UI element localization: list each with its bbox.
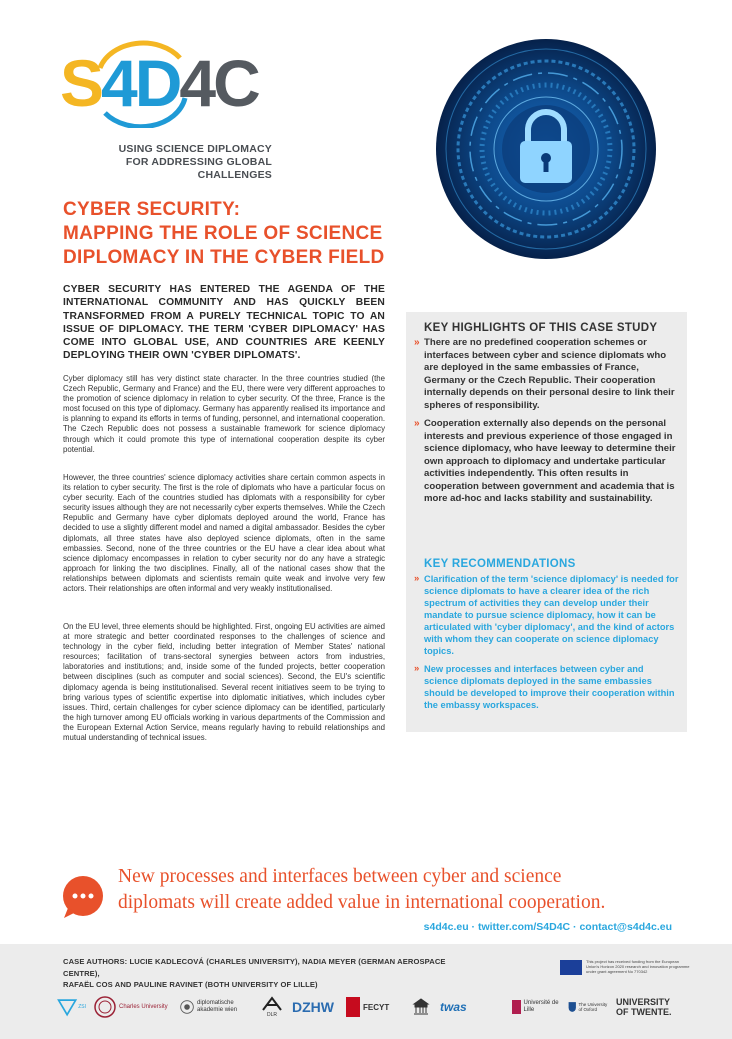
list-item (414, 573, 679, 657)
highlight-text: There are no predefined cooperation schemes or interfaces between cyber and science diplomats who are deployed in the same embassies of France, Germany or the Czech Republic. Their cooperation internally depends on their personal desire to link their spheres of responsibility. (424, 337, 675, 411)
partner-logo-twas (440, 993, 502, 1021)
footer (0, 944, 732, 1039)
key-findings-box (406, 312, 687, 732)
partner-logos (56, 993, 676, 1023)
spain-flag-icon (346, 997, 360, 1017)
list-item (414, 663, 679, 711)
chevron-right-icon: » (414, 573, 420, 584)
partner-name: DLR (266, 1011, 277, 1018)
partner-name: Université de Lille (523, 1000, 559, 1013)
partner-name: DZHW (292, 999, 334, 1015)
body-paragraph: On the EU level, three elements should be highlighted. First, ongoing EU activities are aimed at more strategic and better coordinated responses to the challenges of science and technology in the cyber field, including better integration of Member States' national resources; facilitation of trans-sectoral synergies between actors from industries, laboratories and institutions; and, inside some of the funded projects, better cooperation between disciplines (such as computer and social sciences). Second, the EU's scientific diplomacy agenda is being institutionalised. Several recent initiatives seem to be trying to bring various types of scientific expertise into diplomatic initiatives, which includes cyber issues. Third, certain challenges for cyber science diplomacy can be identified, particularly the high turnover among EU officials working in various departments of the Commission and the European External Action Service, means regularly having to rebuild relationships and mutual understanding of technical issues. (63, 622, 385, 743)
lille-logo-icon (512, 1000, 521, 1014)
tagline-line: FOR ADDRESSING GLOBAL CHALLENGES (125, 156, 272, 181)
partner-logo-oxford (568, 993, 608, 1021)
tagline-line: USING SCIENCE DIPLOMACY (118, 143, 272, 155)
oxford-crest-icon (568, 998, 577, 1016)
partner-logo-charles (94, 993, 174, 1021)
partner-logo-unesco (412, 993, 434, 1021)
logo-letter: S (60, 46, 102, 120)
list-item (414, 418, 679, 506)
chevron-right-icon: » (414, 663, 420, 674)
intro-paragraph: CYBER SECURITY HAS ENTERED THE AGENDA OF THE INTERNATIONAL COMMUNITY AND HAS QUICKLY BEEN TRANSFORMED FROM A PURELY TECHNICAL TOPIC TO AN ISSUE OF DIPLOMACY. THE TERM 'CYBER DIPLOMACY' HAS COME INTO GLOBAL USE, AND COUNTRIES ARE KEENLY DEPLOYING THEIR OWN 'CYBER DIPLOMATS'. (63, 284, 385, 362)
contact-links[interactable]: s4d4c.eu · twitter.com/S4D4C · contact@s4d4c.eu (423, 921, 672, 933)
partner-name: twas (440, 999, 467, 1014)
eu-funding-notice (560, 958, 690, 982)
body-paragraph: Cyber diplomacy still has very distinct state character. In the three countries studied (the Czech Republic, Germany and France) and the EU, there were very different approaches to the promotion of science diplomacy in relation to cyber security. Of the three, France is the most focused on this type of diplomacy. Germany has apparently realised its importance and is planning to expand its efforts in terms of funding, personnel, and international cooperation. The Czech Republic does not possess a sustainable framework for science diplomacy through which it could promote this type of international cooperation despite its cyber potential. (63, 374, 385, 454)
partner-logo-akademie (180, 993, 252, 1021)
akademie-seal-icon (180, 997, 194, 1017)
authors-line: CASE AUTHORS: LUCIE KADLECOVÁ (CHARLES UNIVERSITY), NADIA MEYER (GERMAN AEROSPACE CENTRE), (63, 957, 446, 978)
partner-logo-dzhw (292, 993, 340, 1021)
authors-line: RAFAËL COS AND PAULINE RAVINET (BOTH UNIVERSITY OF LILLE) (63, 980, 318, 989)
logo-letter: C (213, 46, 258, 120)
logo-letter: 4 (101, 46, 135, 120)
partner-logo-twente (616, 993, 676, 1021)
partner-logo-dlr (258, 993, 286, 1021)
partner-logo-fecyt (346, 993, 404, 1021)
partner-logo-lille (512, 993, 564, 1021)
cyber-security-image (420, 38, 672, 260)
s4d4c-logo (60, 42, 275, 122)
partner-logo-zsi (56, 993, 86, 1021)
recommendations-list (414, 573, 679, 717)
highlights-list (414, 337, 679, 512)
partner-name: FECYT (363, 1002, 390, 1012)
partner-name: diplomatische akademie wien (197, 1000, 238, 1013)
eu-flag-icon (560, 960, 582, 975)
partner-name: ZSI (78, 1003, 86, 1010)
logo-wordmark (60, 48, 258, 118)
body-paragraph: However, the three countries' science diplomacy activities share certain common aspects in its relation to cyber security. The first is the role of diplomats who have a particular focus on cyber security. Each of the countries studied has diplomats with a responsibility for cyber security issues although they are not necessarily cyber experts themselves. While the Czech Republic and Germany have cyber diplomats deployed around the world, France has decided to use a slightly different model and named a digital ambassador. Besides the cyber diplomats, all three states have also deployed science diplomats, often in the same embassies. Second, none of the three countries or the EU have a clear idea about what science diplomacy encompasses in relation to cyber security nor do any have a strategic approach for linking the two disciplines. Finally, all of the national cases show that the relationships between diplomats and scientists remain quite weak and involve very few actors. Their relationships are often informal and very weakly institutionalised. (63, 473, 385, 594)
chevron-right-icon: » (414, 337, 420, 348)
speech-bubble-icon (60, 874, 106, 920)
title-line: DIPLOMACY IN THE CYBER FIELD (63, 247, 385, 268)
dlr-logo-icon (261, 996, 283, 1012)
quote-line: diplomats will create added value in international cooperation. (118, 892, 606, 913)
tagline (62, 143, 272, 182)
chevron-right-icon: » (414, 418, 420, 429)
case-authors (63, 956, 483, 991)
zsi-logo-icon (56, 994, 78, 1020)
partner-name: UNIVERSITY OF TWENTE. (616, 997, 672, 1017)
charles-seal-icon (94, 996, 116, 1018)
quote-line: New processes and interfaces between cyber and science (118, 866, 562, 887)
highlight-text: Cooperation externally also depends on the personal interests and previous experience of those engaged in science diplomacy, who have leeway to determine their own approach to diplomacy and undertake particular activities independently. This often results in cooperation between government and academia that is more ad-hoc and lacks stability and sustainability. (424, 418, 676, 504)
page-title (63, 198, 393, 270)
recommendations-heading: KEY RECOMMENDATIONS (424, 558, 576, 570)
partner-name: Charles University (119, 1003, 168, 1010)
unesco-temple-icon (412, 998, 430, 1016)
title-line: MAPPING THE ROLE OF SCIENCE (63, 223, 383, 244)
recommendation-text: New processes and interfaces between cyber and science diplomats deployed in the same embassies should be developed to improve their cooperation within the embassy workspaces. (424, 664, 675, 710)
logo-letter: D (134, 46, 180, 120)
list-item (414, 337, 679, 412)
logo-letter: 4 (179, 46, 214, 120)
partner-name: The University of Oxford (578, 1002, 608, 1012)
title-line: CYBER SECURITY: (63, 199, 241, 220)
highlights-heading: KEY HIGHLIGHTS OF THIS CASE STUDY (424, 322, 658, 334)
eu-funding-text: This project has received funding from the European Union's Horizon 2020 research and innovation programme under grant agreement No 770342 (586, 959, 690, 974)
recommendation-text: Clarification of the term 'science diplomacy' is needed for science diplomats to have a clearer idea of the rich spectrum of activities they can develop under their mandate to pursue science diplomacy, how it can be articulated with 'cyber diplomacy', and the kind of actors with whom they can cooperate on science diplomacy topics. (424, 574, 679, 656)
pull-quote (118, 864, 678, 916)
